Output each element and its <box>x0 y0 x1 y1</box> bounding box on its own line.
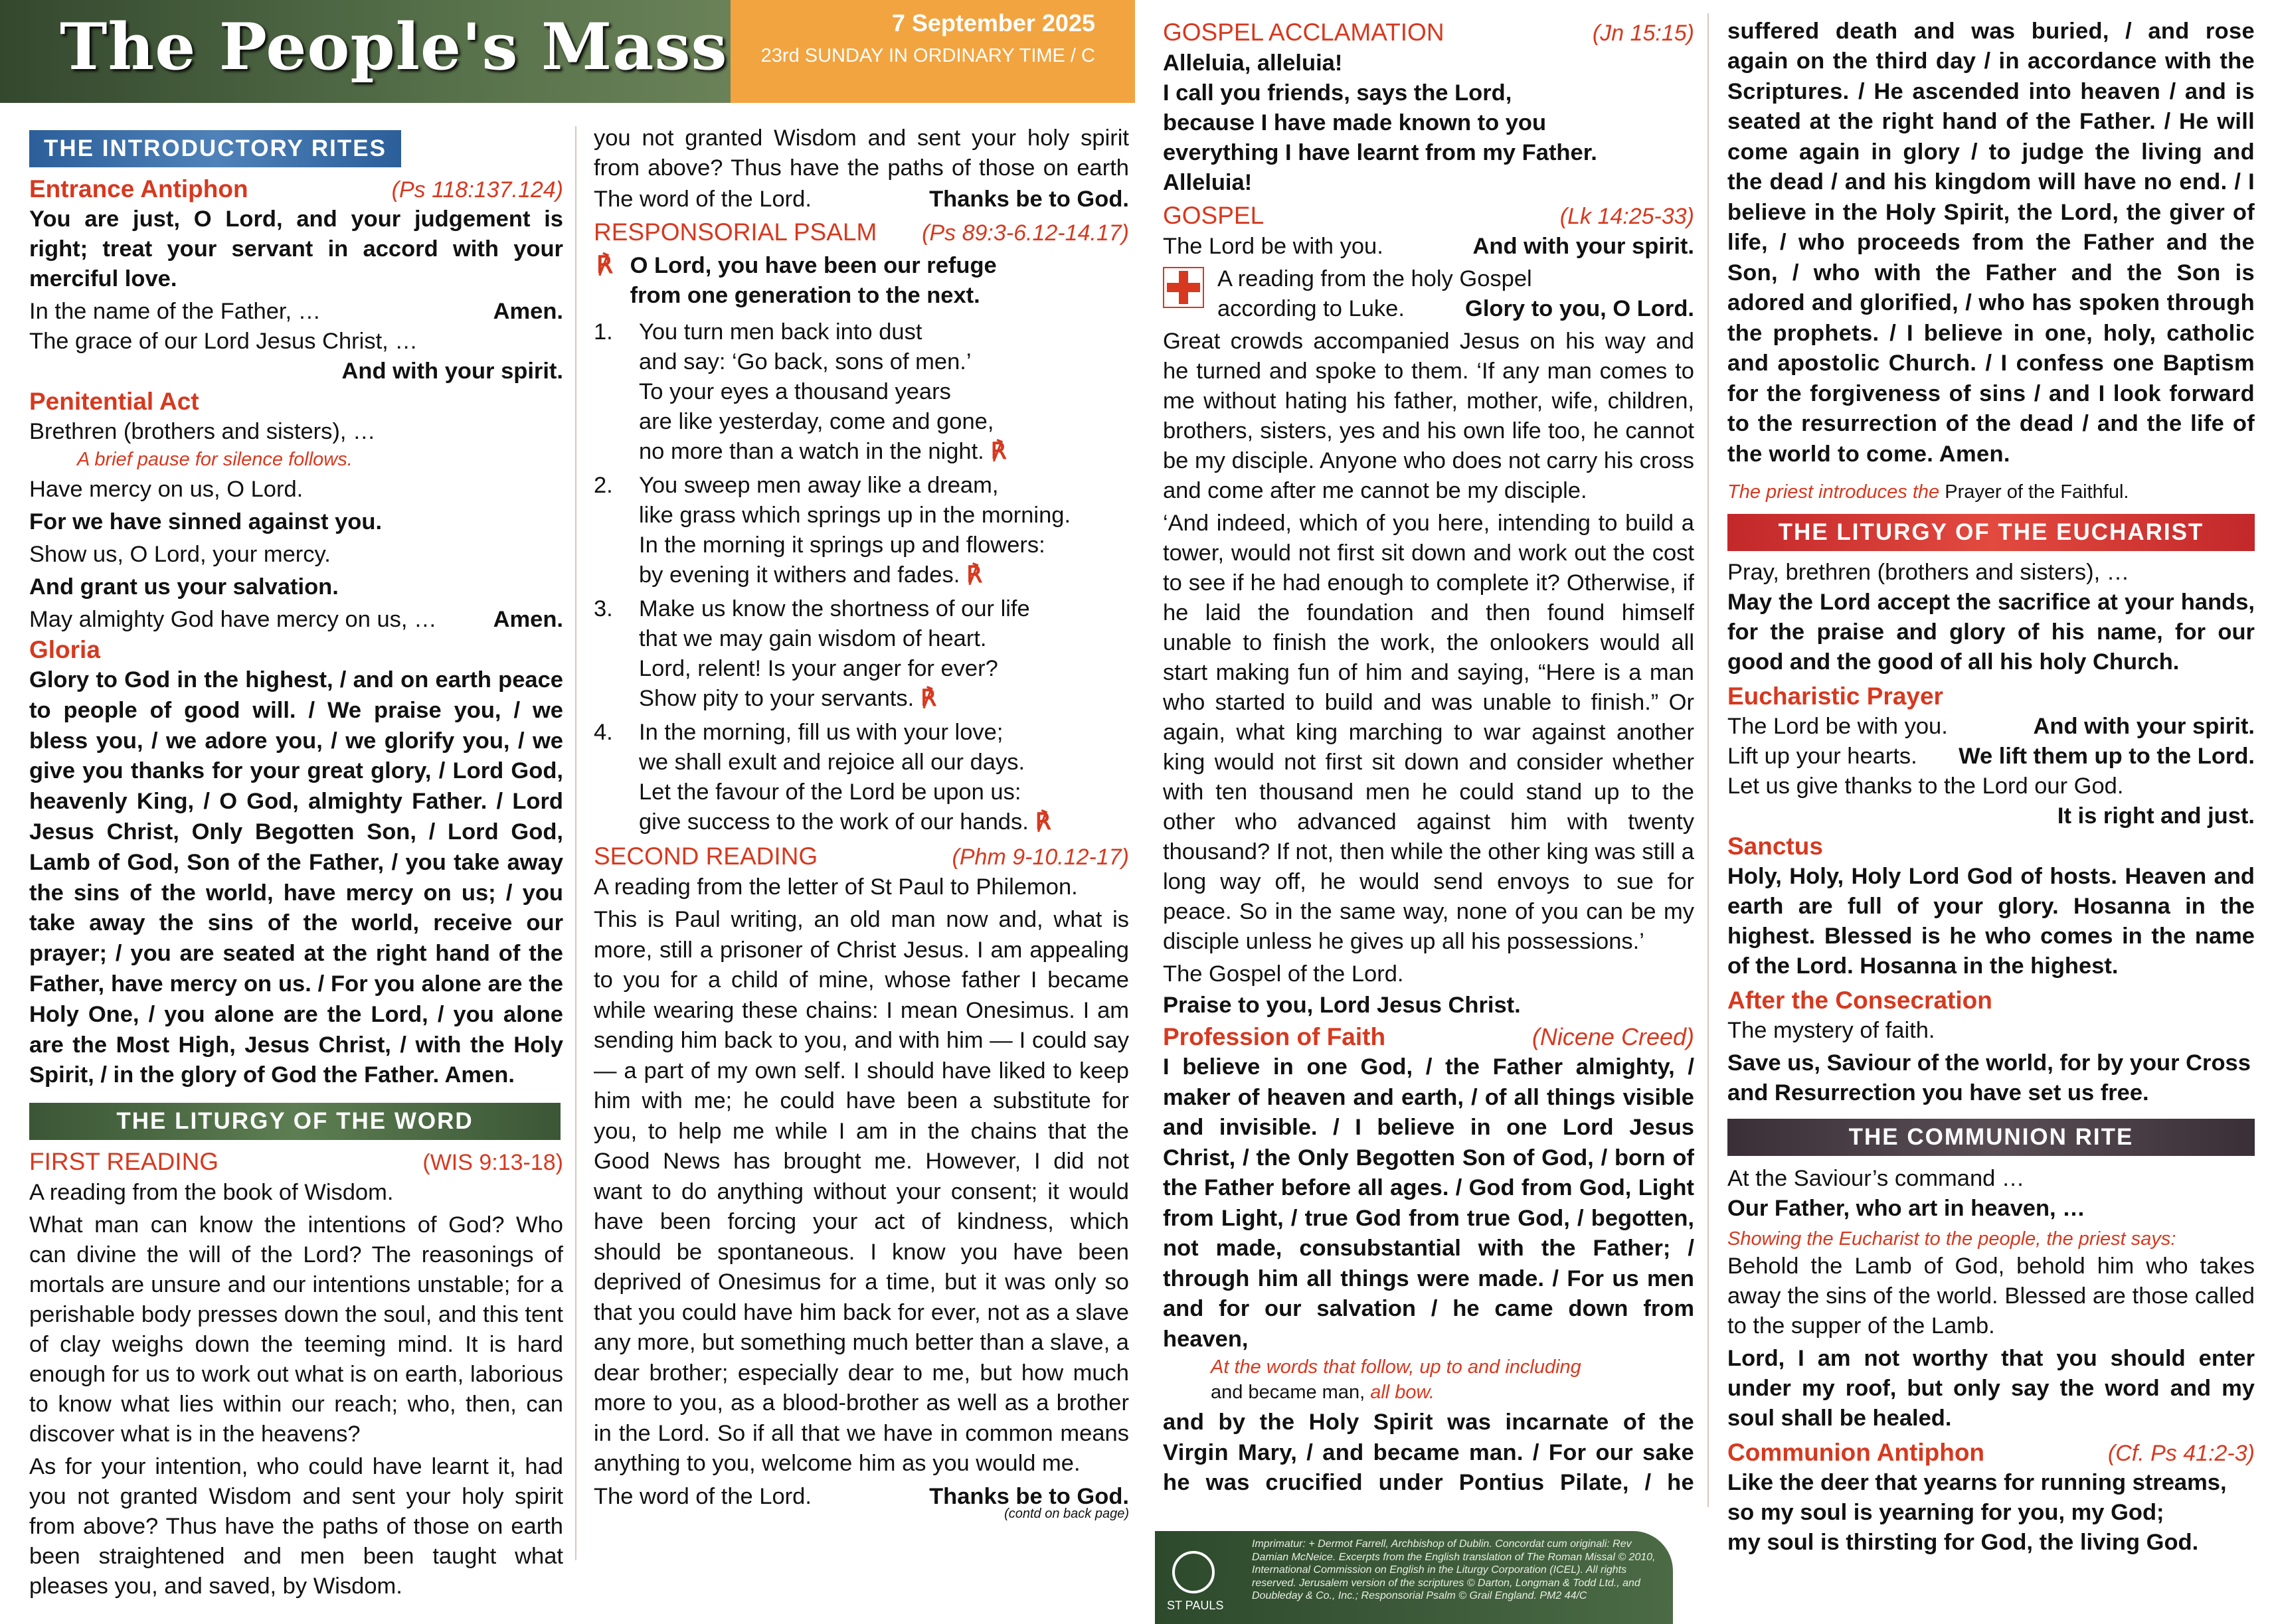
psalm-line <box>639 501 1071 530</box>
psalm-line <box>639 684 1030 714</box>
psalm-line <box>639 777 1051 807</box>
psalm-line-text: Let the favour of the Lord be upon us: <box>639 779 1021 805</box>
psalm-verses <box>594 317 1129 837</box>
column-1 <box>29 130 563 1624</box>
creed-continued-clip <box>1163 1408 1694 1501</box>
creed-text-2: and by the Holy Spirit was incarnate of the Virgin Mary, / and became man. / For our sake he was crucified under Pontius Pilate, / he <box>1163 1410 1694 1495</box>
absolution: May almighty God have mercy on us, … <box>29 607 437 632</box>
creed-ref: (Nicene Creed) <box>1531 1023 1694 1050</box>
faithful-label: Prayer of the Faithful. <box>1945 481 2129 503</box>
gospel-greeting-response: And with your spirit. <box>1472 234 1694 259</box>
psalm-ref: (Ps 89:3-6.12-14.17) <box>922 220 1129 246</box>
first-reading-ref: (WIS 9:13-18) <box>422 1150 563 1176</box>
psalm-line <box>639 560 1071 590</box>
entrance-antiphon-ref: (Ps 118:137.124) <box>391 177 563 203</box>
preface-b-response: We lift them up to the Lord. <box>1959 744 2255 769</box>
second-reading-intro: A reading from the letter of St Paul to Philemon. <box>594 874 1078 900</box>
communion-antiphon-l3: my soul is thirsting for God, the living God. <box>1727 1530 2199 1555</box>
communion-band: THE COMMUNION RITE <box>1727 1119 2255 1156</box>
acclamation-l1: Alleluia, alleluia! <box>1163 50 1343 76</box>
penitential-line-4: Show us, O Lord, your mercy. <box>29 542 331 567</box>
eucharist-band: THE LITURGY OF THE EUCHARIST <box>1727 514 2255 551</box>
gospel-intro-2: according to Luke. <box>1217 296 1405 321</box>
psalm-line <box>639 807 1051 837</box>
right-page <box>1135 0 2270 1624</box>
creed-title: Profession of Faith <box>1163 1023 1386 1050</box>
response-symbol: ℟ <box>990 438 1007 465</box>
preface-c-response: It is right and just. <box>2057 803 2255 829</box>
psalm-line-text: You turn men back into dust <box>639 319 922 345</box>
psalm-verse <box>594 317 1129 467</box>
liturgy-of-word-band: THE LITURGY OF THE WORD <box>29 1103 561 1140</box>
psalm-verse <box>594 594 1129 714</box>
footer <box>1155 1531 1673 1624</box>
acclamation-title: GOSPEL ACCLAMATION <box>1163 19 1444 46</box>
psalm-line <box>639 377 1006 407</box>
psalm-line <box>639 624 1030 654</box>
psalm-line <box>639 654 1030 684</box>
second-reading-end: The word of the Lord. <box>594 1483 812 1509</box>
psalm-line-text: that we may gain wisdom of heart. <box>639 626 987 651</box>
mystery-of-faith: The mystery of faith. <box>1727 1018 1935 1043</box>
gospel-ref: (Lk 14:25-33) <box>1559 204 1694 229</box>
creed-text-2-tail: suffered death and was buried, / and rose again on the third day / in accordance with the Scriptures. / He ascended into heaven / and is seated at the right hand of the Father. / He will come again in glory / to judge the living and the dead / and his kingdom will have no end. / I believe in the Holy Spirit, the Lord, the giver of life, / who proceeds from the Father and the Son, / who with the Father and the Son is adored and glorified, / who has spoken through the prophets. / I believe in one, holy, catholic and apostolic Church. / I confess one Baptism for the forgiveness of sins / and I look forward to the resurrection of the dead / and the life of the world to come. Amen. <box>1727 18 2255 467</box>
second-reading-response: Thanks be to God. <box>929 1483 1129 1509</box>
psalm-line <box>639 347 1006 377</box>
credits: Imprimatur: + Dermot Farrell, Archbishop of Dublin. Concordat cum originali: Rev Damian McNeice. Excerpts from the English translation of The Roman Missal © 2010, International Commission on English in the Liturgy Corporation (ICEL). All rights reserved. Jerusalem version of the scriptures © Darton, Longman & Todd Ltd., and Doubleday & Co., Inc.; Responsorial Psalm © Grail England. PM2 44/C <box>1252 1538 1656 1601</box>
second-reading-ref: (Phm 9-10.12-17) <box>952 845 1129 870</box>
second-reading-text: This is Paul writing, an old man now and, what is more, still a prisoner of Christ Jesus. I am appealing to you for a child of mine, whose father I became while wearing these chains: I mean Onesimus. I am sending him back to you, and with him — I could say — a part of my own self. I should have liked to keep him with me; he could have been a substitute for you, to help me while I am in the chains that the Good News has brought me. However, I did not want to do anything without your consent; it would have been forcing your act of kindness, which should be spontaneous. I know you have been deprived of Onesimus for a time, but it was only so that you could have him back for ever, not as a slave any more, but something much better than a slave, a dear brother; especially dear to me, but how much more to you, as a blood-brother as well as a brother in the Lord. So if all that we have in common means anything to you, welcome him as you would me. <box>594 907 1129 1476</box>
lords-prayer-intro: At the Saviour’s command … <box>1727 1166 2025 1191</box>
psalm-line-text: we shall exult and rejoice all our days. <box>639 750 1025 775</box>
absolution-response: Amen. <box>493 607 563 632</box>
psalm-line <box>639 471 1071 501</box>
creed-rubric-2a: and became man, <box>1211 1382 1365 1403</box>
penitential-title: Penitential Act <box>29 388 199 415</box>
psalm-line-text: To your eyes a thousand years <box>639 379 951 404</box>
psalm-line <box>639 748 1051 777</box>
acclamation-l2: I call you friends, says the Lord, <box>1163 80 1512 106</box>
psalm-verse-number: 4. <box>594 720 613 745</box>
communion-antiphon-l1: Like the deer that yearns for running streams, <box>1727 1470 2227 1495</box>
psalm-title: RESPONSORIAL PSALM <box>594 218 877 246</box>
column-4 <box>1727 17 2255 1624</box>
gloria-title: Gloria <box>29 636 100 663</box>
penitential-line-2: Have mercy on us, O Lord. <box>29 477 304 502</box>
occasion: 23rd SUNDAY IN ORDINARY TIME / C <box>760 45 1095 66</box>
psalm-line-text: You sweep men away like a dream, <box>639 473 999 498</box>
second-reading-title: SECOND READING <box>594 843 818 870</box>
gospel-greeting: The Lord be with you. <box>1163 234 1383 259</box>
psalm-line-text: In the morning it springs up and flowers: <box>639 532 1045 558</box>
psalm-line-text: Lord, relent! Is your anger for ever? <box>639 656 998 681</box>
first-reading-p2-tail: you not granted Wisdom and sent your holy spirit from above? Thus have the paths of those on earth <box>594 125 1129 181</box>
preface-b: Lift up your hearts. <box>1727 744 1917 769</box>
psalm-line <box>639 530 1071 560</box>
psalm-verse <box>594 471 1129 590</box>
psalm-line-text: and say: ‘Go back, sons of men.’ <box>639 349 972 374</box>
psalm-line-text: no more than a watch in the night. <box>639 439 984 464</box>
first-reading-p1: What man can know the intentions of God? Who can divine the will of the Lord? The reasonings of mortals are unsure and our intentions unstable; for a perishable body presses down the soul, and this tent of clay weighs down the teeming mind. It is hard enough for us to work out what is on earth, laborious to know what lies within our reach; who, then, can discover what is in the heavens? <box>29 1212 563 1447</box>
lord-i-am-not-worthy: Lord, I am not worthy that you should enter under my roof, but only say the word and my soul shall be healed. <box>1727 1346 2255 1431</box>
gospel-end: The Gospel of the Lord. <box>1163 961 1404 987</box>
communion-antiphon-ref: (Cf. Ps 41:2-3) <box>2107 1441 2255 1466</box>
date-banner <box>731 0 1135 103</box>
column-divider <box>575 126 576 1560</box>
psalm-line <box>639 317 1006 347</box>
memorial-acclamation: Save us, Saviour of the world, for by your Cross and Resurrection you have set us free. <box>1727 1050 2251 1105</box>
psalm-line <box>639 407 1006 437</box>
penitential-line-1: Brethren (brothers and sisters), … <box>29 419 376 444</box>
consecration-title: After the Consecration <box>1727 987 1992 1014</box>
preface-c: Let us give thanks to the Lord our God. <box>1727 773 2124 799</box>
psalm-line <box>639 594 1030 624</box>
greeting: The grace of our Lord Jesus Christ, … <box>29 329 418 354</box>
creed-continued <box>1727 17 2255 477</box>
first-reading-title: FIRST READING <box>29 1148 219 1176</box>
creed-rubric-2b: all bow. <box>1370 1382 1435 1403</box>
first-reading-continued <box>594 123 1129 183</box>
gospel-intro-response: Glory to you, O Lord. <box>1465 296 1694 321</box>
eucharistic-prayer-title: Eucharistic Prayer <box>1727 683 1943 710</box>
first-reading-intro: A reading from the book of Wisdom. <box>29 1180 394 1206</box>
penitential-line-3: For we have sinned against you. <box>29 509 383 534</box>
entrance-antiphon-text: You are just, O Lord, and your judgement is right; treat your servant in accord with your merciful love. <box>29 206 563 291</box>
column-divider-right <box>1707 13 1709 1507</box>
first-reading-end: The word of the Lord. <box>594 187 812 212</box>
penitential-line-5: And grant us your salvation. <box>29 574 339 600</box>
gospel-intro-1: A reading from the holy Gospel <box>1217 266 1532 291</box>
behold-lamb: Behold the Lamb of God, behold him who takes away the sins of the world. Blessed are those called to the supper of the Lamb. <box>1727 1254 2255 1339</box>
gospel-title: GOSPEL <box>1163 202 1265 229</box>
response-symbol: ℟ <box>966 562 982 588</box>
psalm-verse-number: 3. <box>594 596 613 621</box>
response-symbol: ℟ <box>596 251 613 279</box>
psalm-line-text: are like yesterday, come and gone, <box>639 409 994 434</box>
offertory-response: May the Lord accept the sacrifice at your hands, for the praise and glory of his name, for our good and the good of all his holy Church. <box>1727 590 2255 675</box>
sign-response: Amen. <box>493 299 563 324</box>
psalm-line-text: In the morning, fill us with your love; <box>639 720 1004 745</box>
gloria-text: Glory to God in the highest, / and on earth peace to people of good will. / We praise you, / we bless you, / we adore you, / we glorify you, / we give you thanks for your great glory, / Lord God, heavenly King, / O God, almighty Father. / Lord Jesus Christ, Only Begotten Son, / Lord God, Lamb of God, Son of the Father, / you take away the sins of the world, have mercy on us; / you take away the sins of the world, receive our prayer; / you are seated at the right hand of the Father, have mercy on us. / For you alone are the Holy One, / you alone are the Lord, / you alone are the Most High, Jesus Christ, / with the Holy Spirit, / in the glory of God the Father. Amen. <box>29 667 563 1088</box>
publisher: ST PAULS <box>1167 1599 1224 1612</box>
masthead <box>0 0 731 103</box>
st-pauls-logo-icon <box>1172 1551 1215 1593</box>
faithful-rubric: The priest introduces the <box>1727 481 1940 503</box>
creed-text-1: I believe in one God, / the Father almighty, / maker of heaven and earth, / of all things visible and invisible. / I believe in one Lord Jesus Christ, / the Only Begotten Son of God, / born of the Father before all ages. / God from God, Light from Light, / true God from true God, / begotten, not made, consubstantial with the Father; / through him all things were made. / For us men and for our salvation / he came down from heaven, <box>1163 1054 1694 1352</box>
entrance-antiphon-title: Entrance Antiphon <box>29 175 248 203</box>
column-2 <box>594 123 1129 1624</box>
psalm-line-text: Show pity to your servants. <box>639 686 915 711</box>
acclamation-l3: because I have made known to you <box>1163 110 1547 135</box>
gospel-p1: Great crowds accompanied Jesus on his way and he turned and spoke to them. ‘If any man comes to me without hating his father, mother, wife, children, brothers, sisters, yes and his own life too, he cannot be my disciple. Anyone who does not carry his cross and come after me cannot be my disciple. <box>1163 329 1694 503</box>
penitential-rubric: A brief pause for silence follows. <box>77 449 353 470</box>
psalm-response-1: O Lord, you have been our refuge <box>630 253 997 278</box>
masthead-title: The People's Mass <box>60 9 728 84</box>
preface-a: The Lord be with you. <box>1727 714 1948 739</box>
psalm-line-text: by evening it withers and fades. <box>639 562 960 588</box>
psalm-line-text: Make us know the shortness of our life <box>639 596 1030 621</box>
psalm-verse <box>594 718 1129 837</box>
creed-rubric-1: At the words that follow, up to and including <box>1211 1356 1581 1378</box>
response-symbol: ℟ <box>920 685 936 712</box>
sanctus-title: Sanctus <box>1727 833 1823 860</box>
psalm-line-text: give success to the work of our hands. <box>639 809 1029 835</box>
acclamation-l4: everything I have learnt from my Father. <box>1163 140 1597 165</box>
response-symbol: ℟ <box>1035 809 1051 835</box>
offertory-invitation: Pray, brethren (brothers and sisters), … <box>1727 560 2130 585</box>
sanctus-text: Holy, Holy, Holy Lord God of hosts. Heaven and earth are full of your glory. Hosanna in the highest. Blessed is he who comes in the name of the Lord. Hosanna in the highest. <box>1727 864 2255 979</box>
preface-a-response: And with your spirit. <box>2033 714 2255 739</box>
sign-of-cross: In the name of the Father, … <box>29 299 321 324</box>
psalm-verse-number: 1. <box>594 319 613 345</box>
column-3 <box>1163 17 1694 1624</box>
introductory-rites-band: THE INTRODUCTORY RITES <box>29 130 401 167</box>
psalm-response-2: from one generation to the next. <box>630 283 980 308</box>
greeting-response: And with your spirit. <box>341 359 563 384</box>
continued-note: (contd on back page) <box>1004 1506 1129 1521</box>
psalm-line-text: like grass which springs up in the morning. <box>639 503 1071 528</box>
acclamation-l5: Alleluia! <box>1163 170 1253 195</box>
gospel-p2: ‘And indeed, which of you here, intending to build a tower, would not first sit down and work out the cost to see if he had enough to complete it? Otherwise, if he laid the foundation and then found himself unable to finish the work, the onlookers would all start making fun of him and saying, “Here is a man who started to build and was unable to finish.” Or again, what king marching to war against another king would not first sit down and consider whether with ten thousand men he could stand up to the other who advanced against him with twenty thousand? If not, then while the other king was still a long way off, he would send envoys to sue for peace. So in the same way, none of you can be my disciple unless he gives up all his possessions.’ <box>1163 511 1694 954</box>
cross-icon <box>1163 267 1204 308</box>
psalm-verse-number: 2. <box>594 473 613 498</box>
first-reading-response: Thanks be to God. <box>929 187 1129 212</box>
gospel-response: Praise to you, Lord Jesus Christ. <box>1163 993 1521 1018</box>
first-reading-p2: As for your intention, who could have learnt it, had you not granted Wisdom and sent your holy spirit from above? Thus have the paths of those on earth been straightened and men been taught what pleases you, and saved, by Wisdom. <box>29 1454 563 1599</box>
psalm-line <box>639 437 1006 467</box>
lords-prayer: Our Father, who art in heaven, … <box>1727 1196 2085 1221</box>
communion-antiphon-title: Communion Antiphon <box>1727 1439 1985 1466</box>
date: 7 September 2025 <box>891 9 1095 37</box>
communion-antiphon-l2: so my soul is yearning for you, my God; <box>1727 1500 2164 1525</box>
psalm-line <box>639 718 1051 748</box>
communion-rubric: Showing the Eucharist to the people, the priest says: <box>1727 1228 2176 1250</box>
acclamation-ref: (Jn 15:15) <box>1592 21 1694 46</box>
